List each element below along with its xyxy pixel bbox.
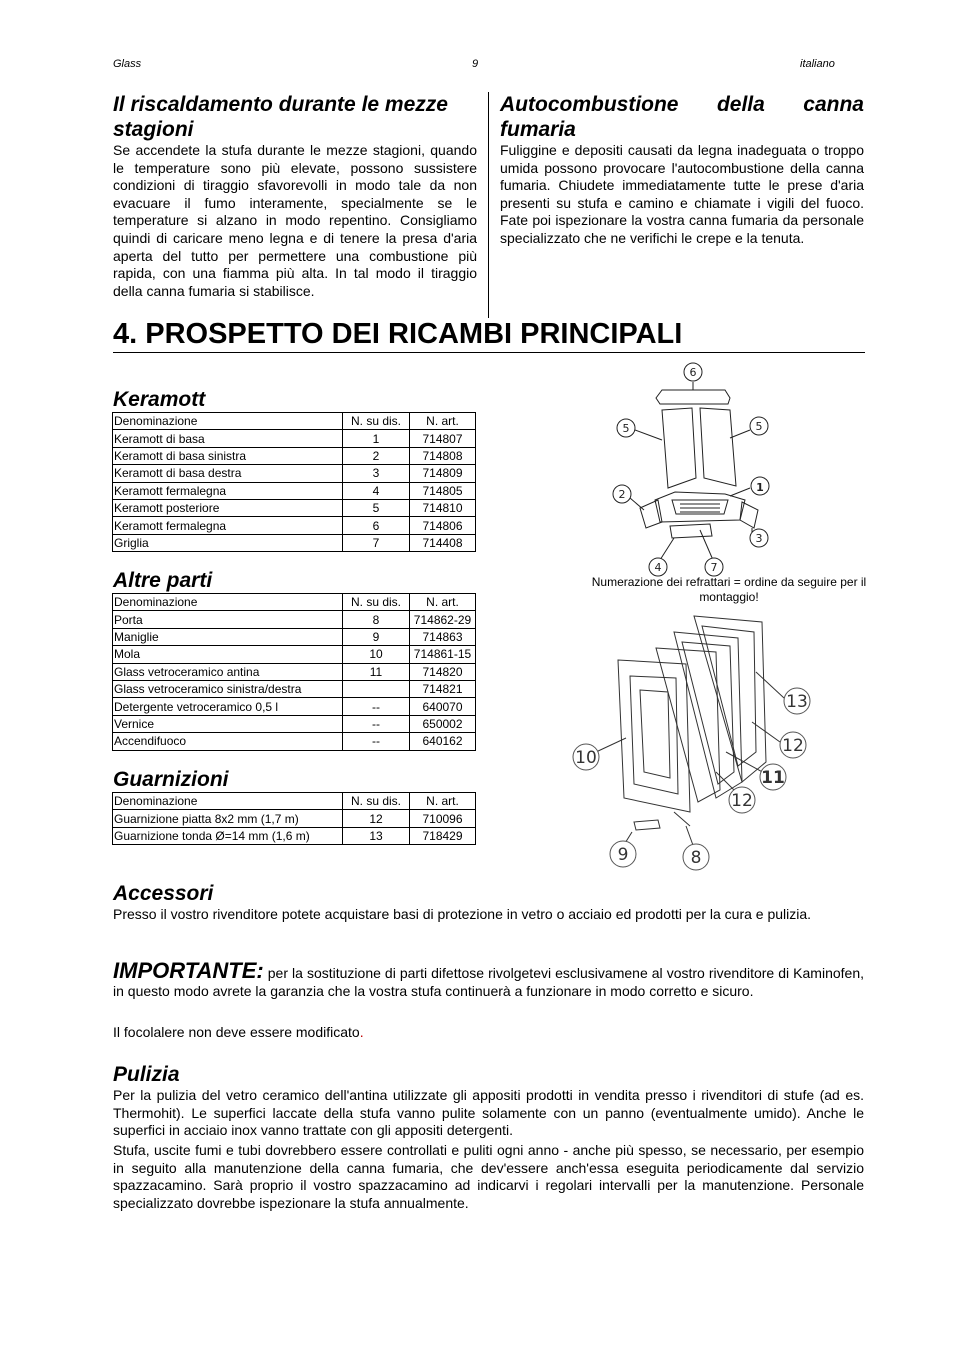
table-row (113, 482, 476, 499)
table-row-cell-3: 714820 (410, 663, 476, 680)
diagram2-label-9: 9 (617, 845, 629, 865)
table-row-cell-1: Accendifuoco (113, 733, 343, 750)
pulizia-p1: Per la pulizia del vetro ceramico dell'antina utilizzate gli appositi prodotti in vendita presso i rivenditori di stufe (ad es. Thermohit). Le superfici laccate della stufa vanno pulite solamente con un panno (eventualmente umido). Anche le superfici in acciaio inox vanno trattate con gli appositi detergenti. (113, 1087, 864, 1139)
section-title: 4. PROSPETTO DEI RICAMBI PRINCIPALI (113, 316, 865, 353)
table-row-cell-3: 714805 (410, 482, 476, 499)
table-row (113, 611, 476, 628)
table-row-cell-1: Keramott di basa destra (113, 465, 343, 482)
table-row-cell-2: 13 (343, 827, 410, 844)
page-number: 9 (472, 58, 479, 70)
pulizia-p2: Stufa, uscite fumi e tubi dovrebbero essere controllati e puliti ogni anno - anche più spesso, se necessario, per esempio in seguito alla manutenzione della canna fumaria, che dev'essere anch'essa eseguita periodicamente dal servizio spazzacamino. Sarà proprio il vostro spazzacamino ad indicarvi i regolari intervalli per la manutenzione. Personale specializzato dovrebbe ispezionare la stufa annualmente. (113, 1142, 864, 1211)
table-header-row-cell-3: N. art. (410, 594, 476, 611)
accessori-body: Presso il vostro rivenditore potete acquistare basi di protezione in vetro o acciaio ed prodotti per la cura e pulizia. (113, 906, 812, 922)
table-row-cell-3: 714810 (410, 499, 476, 516)
table-row-cell-1: Maniglie (113, 628, 343, 645)
table-row-cell-1: Keramott fermalegna (113, 517, 343, 534)
handle-shape (634, 820, 660, 830)
importante-title: IMPORTANTE: (113, 958, 264, 983)
table-row-cell-1: Glass vetroceramico antina (113, 663, 343, 680)
keramott-6-shape (656, 390, 730, 404)
guarnizioni-table (112, 792, 476, 845)
table-row (113, 680, 476, 697)
table-row-cell-3: 640070 (410, 698, 476, 715)
diagram2-label-10: 10 (575, 748, 597, 768)
table-row (113, 447, 476, 464)
table-row (113, 465, 476, 482)
table-row-cell-3: 710096 (410, 810, 476, 827)
right-column-title: Autocombustione della canna fumaria (500, 93, 864, 141)
table-row-cell-2: 3 (343, 465, 410, 482)
table-row-cell-2: 4 (343, 482, 410, 499)
table-row (113, 534, 476, 551)
table-header-row-cell-2: N. su dis. (343, 413, 410, 430)
table-row-cell-2: 6 (343, 517, 410, 534)
table-row-cell-1: Keramott posteriore (113, 499, 343, 516)
table-row-cell-3: 714806 (410, 517, 476, 534)
table-row (113, 827, 476, 844)
table-row-cell-3: 640162 (410, 733, 476, 750)
table-row-cell-2: 9 (343, 628, 410, 645)
table-row-cell-1: Mola (113, 646, 343, 663)
diagram1-label-2: 2 (618, 488, 626, 501)
keramott-5-left-shape (662, 408, 696, 488)
right-column (500, 92, 864, 248)
table-row-cell-1: Vernice (113, 715, 343, 732)
column-divider (488, 92, 489, 318)
table-row-cell-2: 12 (343, 810, 410, 827)
altre-parti-title: Altre parti (113, 569, 213, 592)
keramott-5-right-shape (700, 408, 736, 486)
diagram1-label-5a: 5 (622, 422, 630, 435)
table-header-row-cell-3: N. art. (410, 413, 476, 430)
importante-body: per la sostituzione di parti difettose rivolgetevi esclusivamene al vostro rivenditore di Kaminofen, in questo modo avrete la garanzia che la vostra stufa continuerà a funzionare in modo corretto e sicuro. (113, 965, 864, 999)
diagram1-label-1: 1 (756, 481, 764, 494)
keramott-exploded-diagram (600, 360, 800, 580)
table-header-row-cell-2: N. su dis. (343, 594, 410, 611)
table-row (113, 698, 476, 715)
table-row-cell-3: 714807 (410, 430, 476, 447)
table-header-row-cell-2: N. su dis. (343, 793, 410, 810)
table-row-cell-1: Porta (113, 611, 343, 628)
table-row-cell-1: Detergente vetroceramico 0,5 l (113, 698, 343, 715)
table-row (113, 733, 476, 750)
header-left: Glass (113, 58, 142, 70)
table-row (113, 715, 476, 732)
altre-parti-table (112, 593, 476, 751)
diagram1-label-5b: 5 (755, 420, 763, 433)
diagram2-label-8: 8 (690, 848, 702, 868)
table-row-cell-2: -- (343, 715, 410, 732)
table-row-cell-3: 714821 (410, 680, 476, 697)
table-header-row (113, 594, 476, 611)
importante-line2-text: Il focolalere non deve essere modificato (113, 1024, 360, 1040)
table-row-cell-1: Glass vetroceramico sinistra/destra (113, 680, 343, 697)
keramott-table (112, 412, 476, 552)
table-row (113, 663, 476, 680)
diagram1-label-6: 6 (689, 366, 697, 379)
table-row-cell-2: 5 (343, 499, 410, 516)
importante-paragraph (113, 958, 864, 1000)
table-row (113, 646, 476, 663)
left-column (113, 92, 477, 300)
table-row-cell-3: 714809 (410, 465, 476, 482)
table-row-cell-3: 714862-29 (410, 611, 476, 628)
importante-line2-end: . (359, 1024, 364, 1040)
door-front (618, 660, 690, 812)
table-row-cell-3: 714863 (410, 628, 476, 645)
table-row-cell-1: Guarnizione piatta 8x2 mm (1,7 m) (113, 810, 343, 827)
diagram2-label-12a: 12 (782, 736, 804, 756)
keramott-title: Keramott (113, 388, 206, 411)
table-row-cell-3: 650002 (410, 715, 476, 732)
keramott-base-shape (655, 492, 745, 522)
table-row-cell-3: 714408 (410, 534, 476, 551)
header-right: italiano (800, 58, 835, 70)
diagram2-label-12b: 12 (731, 791, 753, 811)
right-column-body: Fuliggine e depositi causati da legna inadeguata o troppo umida possono provocare l'autocombustione della canna fumaria. Chiudete immediatamente tutte le prese d'aria presenti su stufa e camino e chiamate i vigili del fuoco. Fate poi ispezionare la vostra canna fumaria da personale specializzato che ne verifichi le crepe e la tenuta. (500, 142, 864, 246)
accessori-title: Accessori (113, 882, 214, 905)
table-row (113, 628, 476, 645)
table-row (113, 499, 476, 516)
table-header-row-cell-1: Denominazione (113, 413, 343, 430)
table-row-cell-2 (343, 680, 410, 697)
pulizia-title: Pulizia (113, 1063, 180, 1086)
table-row-cell-2: -- (343, 733, 410, 750)
diagram2-label-13: 13 (786, 692, 808, 712)
table-row (113, 517, 476, 534)
guarnizioni-title: Guarnizioni (113, 768, 229, 791)
table-row-cell-2: 10 (343, 646, 410, 663)
table-row-cell-2: 2 (343, 447, 410, 464)
table-row (113, 430, 476, 447)
table-header-row (113, 413, 476, 430)
door-exploded-diagram (566, 612, 816, 874)
table-row-cell-1: Keramott fermalegna (113, 482, 343, 499)
table-header-row-cell-3: N. art. (410, 793, 476, 810)
table-row-cell-1: Keramott di basa sinistra (113, 447, 343, 464)
table-header-row (113, 793, 476, 810)
table-row-cell-1: Keramott di basa (113, 430, 343, 447)
table-row (113, 810, 476, 827)
table-row-cell-2: 1 (343, 430, 410, 447)
left-column-title: Il riscaldamento durante le mezze stagioni (113, 93, 448, 141)
table-header-row-cell-1: Denominazione (113, 793, 343, 810)
table-row-cell-3: 718429 (410, 827, 476, 844)
left-column-body: Se accendete la stufa durante le mezze stagioni, quando le temperature sono più elevate, possono sussistere condizioni di tiraggio sfavorevolli in modo tale da non evacuare il fumo interamente, specialmente se le temperature si alzano in modo repentino. Consigliamo quindi di caricare meno legna e di tenere la presa d'aria aperta del tutto per permettere una combustione più rapida, con una fiamma più alta. In tal modo il tiraggio della canna fumaria si stabilisce. (113, 142, 477, 299)
table-row-cell-2: 8 (343, 611, 410, 628)
importante-line2 (113, 1024, 864, 1042)
table-row-cell-3: 714861-15 (410, 646, 476, 663)
table-row-cell-2: 7 (343, 534, 410, 551)
table-row-cell-2: -- (343, 698, 410, 715)
diagram2-label-11: 11 (761, 768, 785, 788)
table-row-cell-2: 11 (343, 663, 410, 680)
diagram1-label-3: 3 (755, 532, 763, 545)
table-row-cell-1: Guarnizione tonda Ø=14 mm (1,6 m) (113, 827, 343, 844)
diagram1-label-7: 7 (710, 561, 718, 574)
table-row-cell-3: 714808 (410, 447, 476, 464)
table-header-row-cell-1: Denominazione (113, 594, 343, 611)
diagram1-caption: Numerazione dei refrattari = ordine da seguire per il montaggio! (591, 575, 867, 604)
diagram1-label-4: 4 (654, 561, 662, 574)
table-row-cell-1: Griglia (113, 534, 343, 551)
